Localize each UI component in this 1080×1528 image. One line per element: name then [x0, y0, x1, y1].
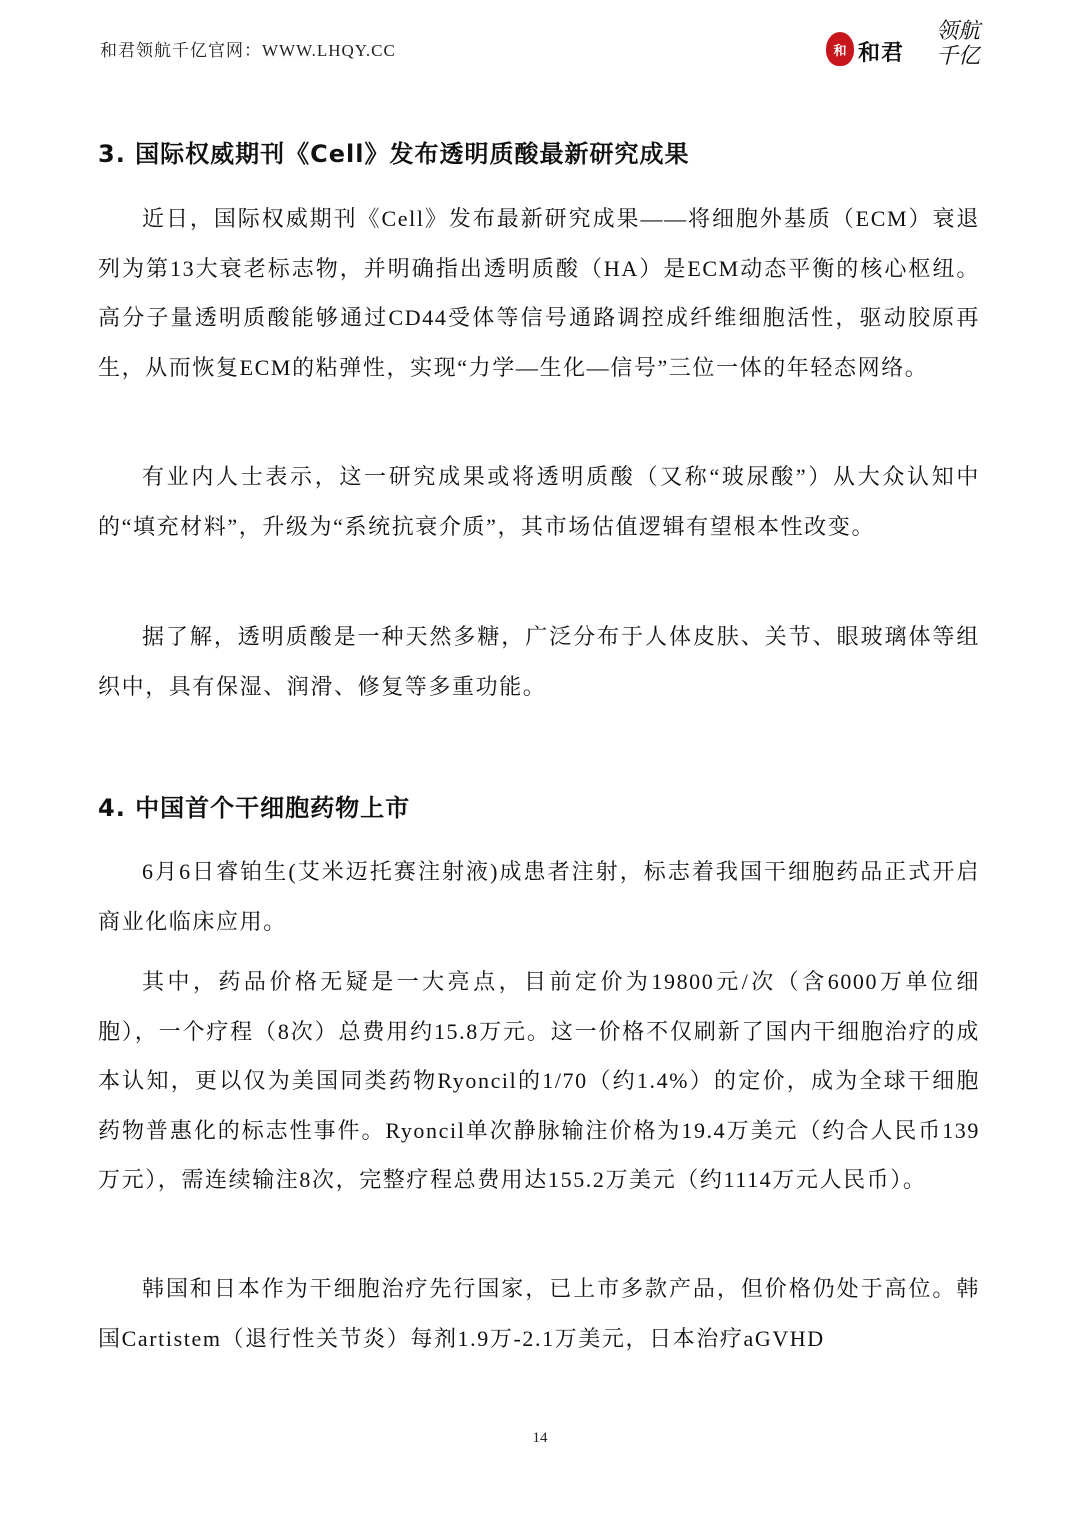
section-3-paragraph-2: 有业内人士表示，这一研究成果或将透明质酸（又称“玻尿酸”）从大众认知中的“填充材料”，升级为“系统抗衰介质”，其市场估值逻辑有望根本性改变。	[98, 464, 980, 539]
section-title-4: 4. 中国首个干细胞药物上市	[98, 794, 411, 822]
section-4-paragraph-1: 6月6日睿铂生(艾米迈托赛注射液)成患者注射，标志着我国干细胞药品正式开启商业化临床应用。	[98, 859, 980, 934]
brand-logo	[826, 18, 986, 78]
section-3-paragraph-1: 近日，国际权威期刊《Cell》发布最新研究成果——将细胞外基质（ECM）衰退列为第13大衰老标志物，并明确指出透明质酸（HA）是ECM动态平衡的核心枢纽。高分子量透明质酸能够通过CD44受体等信号通路调控成纤维细胞活性，驱动胶原再生，从而恢复ECM的粘弹性，实现“力学—生化—信号”三位一体的年轻态网络。	[98, 206, 980, 380]
section-4-paragraph-2: 其中，药品价格无疑是一大亮点，目前定价为19800元/次（含6000万单位细胞），一个疗程（8次）总费用约15.8万元。这一价格不仅刷新了国内干细胞治疗的成本认知，更以仅为美国同类药物Ryoncil的1/70（约1.4%）的定价，成为全球干细胞药物普惠化的标志性事件。Ryoncil单次静脉输注价格为19.4万美元（约合人民币139万元），需连续输注8次，完整疗程总费用达155.2万美元（约1114万元人民币）。	[98, 969, 980, 1192]
page-number: 14	[532, 1430, 548, 1446]
logo-seal-icon: 和	[826, 32, 854, 66]
section-title-3: 3. 国际权威期刊《Cell》发布透明质酸最新研究成果	[98, 140, 690, 168]
header-site-text: 和君领航千亿官网：WWW.LHQY.CC	[100, 41, 396, 60]
logo-name: 和君	[858, 41, 905, 66]
logo-calligraphy	[930, 18, 986, 68]
logo-calligraphy-text: 领航 千亿	[935, 18, 980, 68]
section-3-paragraph-3: 据了解，透明质酸是一种天然多糖，广泛分布于人体皮肤、关节、眼玻璃体等组织中，具有保湿、润滑、修复等多重功能。	[98, 624, 980, 699]
section-4-paragraph-3: 韩国和日本作为干细胞治疗先行国家，已上市多款产品，但价格仍处于高位。韩国Cartistem（退行性关节炎）每剂1.9万-2.1万美元，日本治疗aGVHD	[98, 1276, 980, 1351]
